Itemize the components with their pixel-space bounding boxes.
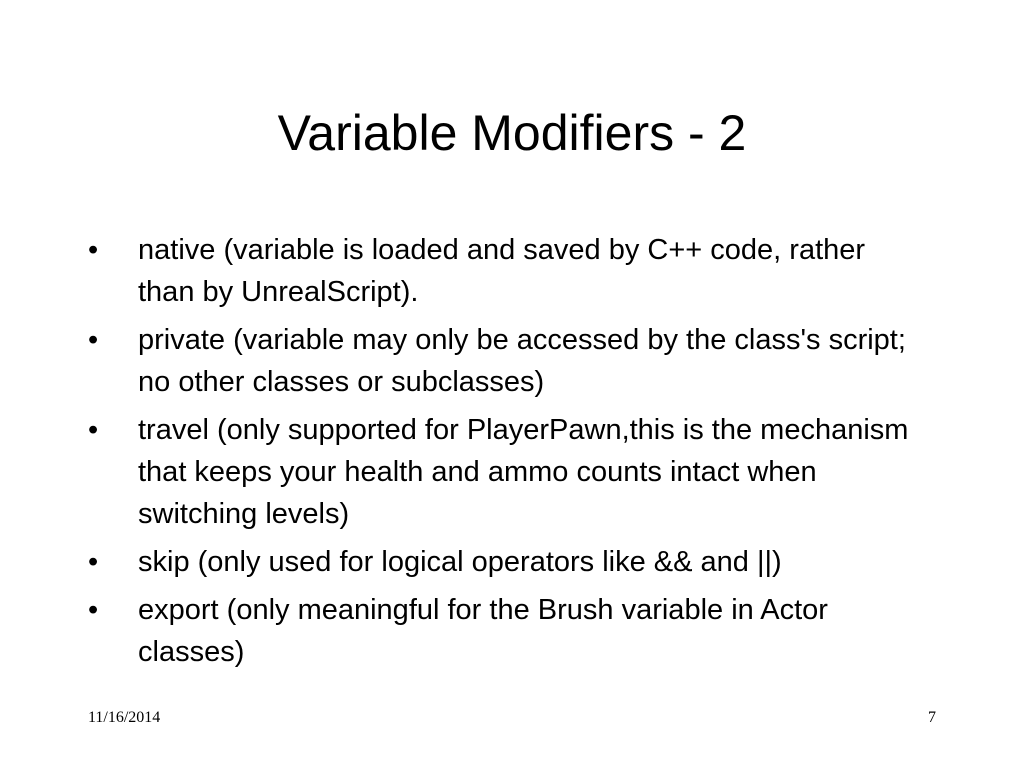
bullet-icon: • bbox=[88, 324, 99, 356]
bullet-text: skip (only used for logical operators like && and ||) bbox=[138, 546, 782, 578]
bullet-icon: • bbox=[88, 594, 99, 626]
bullet-icon: • bbox=[88, 414, 99, 446]
page-number: 7 bbox=[928, 709, 936, 726]
bullet-item bbox=[88, 541, 918, 583]
bullet-item bbox=[88, 229, 918, 313]
bullet-item bbox=[88, 589, 918, 673]
bullet-text: private (variable may only be accessed by the class's script; no other classes or subclasses) bbox=[138, 324, 906, 398]
bullet-icon: • bbox=[88, 546, 99, 578]
bullet-list bbox=[88, 229, 918, 679]
bullet-text: native (variable is loaded and saved by C++ code, rather than by UnrealScript). bbox=[138, 234, 866, 308]
bullet-icon: • bbox=[88, 234, 99, 266]
footer-date: 11/16/2014 bbox=[88, 709, 161, 726]
slide-title: Variable Modifiers - 2 bbox=[277, 105, 747, 161]
bullet-item bbox=[88, 409, 918, 535]
bullet-item bbox=[88, 319, 918, 403]
bullet-text: travel (only supported for PlayerPawn,this is the mechanism that keeps your health and ammo counts intact when switching levels) bbox=[138, 414, 909, 530]
bullet-text: export (only meaningful for the Brush variable in Actor classes) bbox=[138, 594, 828, 668]
